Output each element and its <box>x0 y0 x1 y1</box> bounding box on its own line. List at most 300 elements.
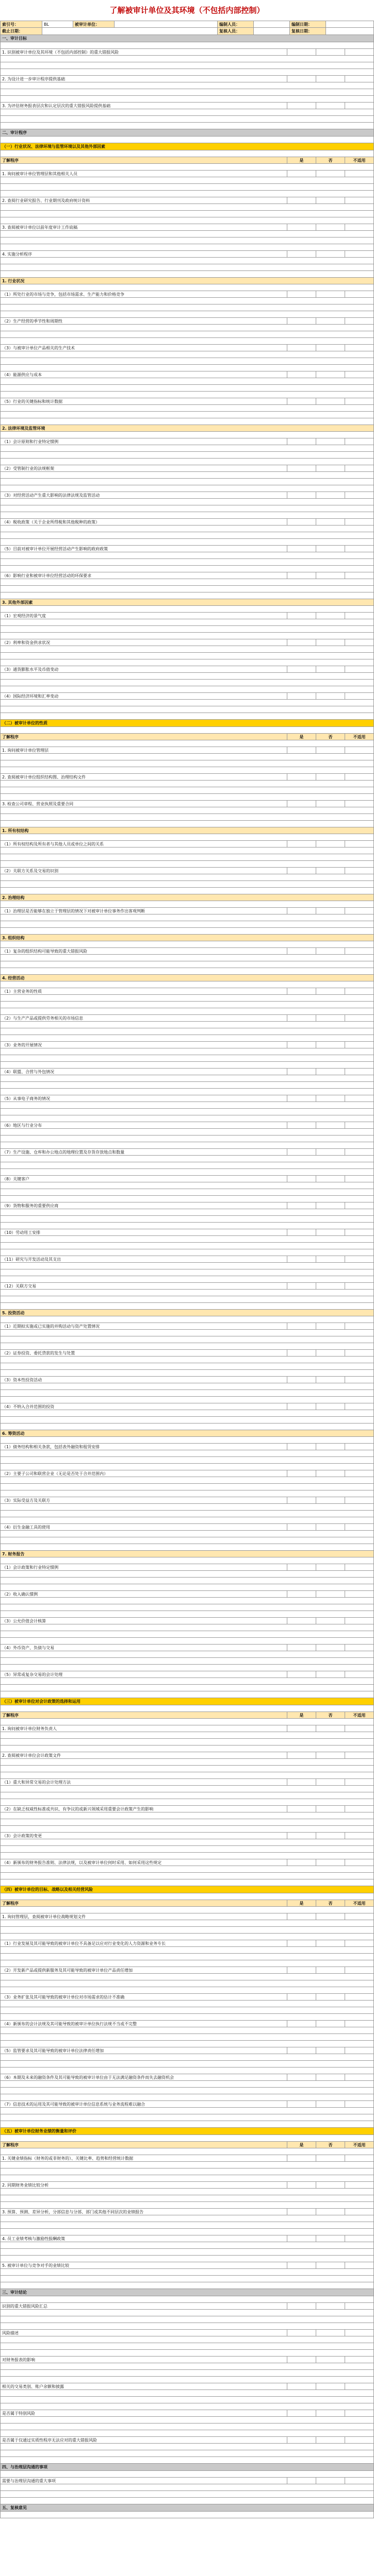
blank-row[interactable] <box>0 2390 374 2397</box>
blank-row[interactable] <box>0 298 374 304</box>
blank-row[interactable] <box>0 606 374 613</box>
blank-row[interactable] <box>0 1511 374 1517</box>
check-cell[interactable] <box>287 465 316 471</box>
check-cell[interactable] <box>316 398 345 404</box>
check-cell[interactable] <box>316 2021 345 2027</box>
blank-row[interactable] <box>0 814 374 821</box>
blank-row[interactable] <box>0 2296 374 2303</box>
blank-row[interactable] <box>0 311 374 318</box>
blank-row[interactable] <box>0 1987 374 1994</box>
check-cell[interactable] <box>287 1833 316 1839</box>
blank-row[interactable] <box>0 1544 374 1551</box>
check-cell[interactable] <box>287 398 316 404</box>
blank-row[interactable] <box>0 2027 374 2034</box>
check-cell[interactable] <box>345 1752 373 1758</box>
blank-row[interactable] <box>0 331 374 338</box>
blank-row[interactable] <box>0 1296 374 1303</box>
check-cell[interactable] <box>287 2182 316 2188</box>
blank-row[interactable] <box>0 1792 374 1799</box>
blank-row[interactable] <box>0 62 374 69</box>
blank-row[interactable] <box>0 646 374 653</box>
check-cell[interactable] <box>287 1779 316 1785</box>
check-cell[interactable] <box>316 224 345 230</box>
check-cell[interactable] <box>345 1524 373 1530</box>
blank-row[interactable] <box>0 2041 374 2047</box>
blank-row[interactable] <box>0 1571 374 1578</box>
blank-row[interactable] <box>0 2417 374 2424</box>
check-cell[interactable] <box>345 2021 373 2027</box>
check-cell[interactable] <box>345 1283 373 1289</box>
blank-row[interactable] <box>0 740 374 747</box>
blank-row[interactable] <box>0 1048 374 1055</box>
check-cell[interactable] <box>287 1725 316 1732</box>
blank-row[interactable] <box>0 1980 374 1987</box>
blank-row[interactable] <box>0 1517 374 1524</box>
check-cell[interactable] <box>345 841 373 847</box>
check-cell[interactable] <box>287 666 316 672</box>
blank-row[interactable] <box>0 653 374 659</box>
blank-row[interactable] <box>0 184 374 191</box>
check-cell[interactable] <box>287 2155 316 2161</box>
blank-row[interactable] <box>0 760 374 767</box>
blank-row[interactable] <box>0 1477 374 1484</box>
check-cell[interactable] <box>287 2262 316 2268</box>
check-cell[interactable] <box>287 2047 316 2054</box>
blank-row[interactable] <box>0 874 374 881</box>
check-cell[interactable] <box>316 1618 345 1624</box>
check-cell[interactable] <box>287 103 316 109</box>
check-cell[interactable] <box>287 1444 316 1450</box>
check-cell[interactable] <box>287 1497 316 1503</box>
blank-row[interactable] <box>0 1658 374 1665</box>
check-cell[interactable] <box>345 492 373 498</box>
blank-row[interactable] <box>0 961 374 968</box>
check-cell[interactable] <box>316 251 345 257</box>
check-cell[interactable] <box>287 1994 316 2000</box>
blank-row[interactable] <box>0 781 374 787</box>
blank-row[interactable] <box>0 526 374 532</box>
blank-row[interactable] <box>0 921 374 928</box>
check-cell[interactable] <box>316 103 345 109</box>
check-cell[interactable] <box>287 1069 316 1075</box>
blank-row[interactable] <box>0 1846 374 1853</box>
check-cell[interactable] <box>345 868 373 874</box>
check-cell[interactable] <box>287 1752 316 1758</box>
blank-row[interactable] <box>0 1082 374 1089</box>
blank-row[interactable] <box>0 2189 374 2195</box>
blank-row[interactable] <box>0 1162 374 1169</box>
blank-row[interactable] <box>0 787 374 794</box>
blank-row[interactable] <box>0 2249 374 2256</box>
blank-row[interactable] <box>0 686 374 693</box>
check-cell[interactable] <box>287 2437 316 2443</box>
blank-row[interactable] <box>0 1243 374 1249</box>
check-cell[interactable] <box>316 1967 345 1973</box>
check-cell[interactable] <box>316 774 345 780</box>
check-cell[interactable] <box>345 2209 373 2215</box>
blank-row[interactable] <box>0 1316 374 1323</box>
blank-row[interactable] <box>0 2081 374 2088</box>
blank-row[interactable] <box>0 532 374 539</box>
blank-row[interactable] <box>0 586 374 592</box>
check-cell[interactable] <box>287 1323 316 1329</box>
check-cell[interactable] <box>345 1377 373 1383</box>
blank-row[interactable] <box>0 1450 374 1457</box>
check-cell[interactable] <box>287 1283 316 1289</box>
blank-row[interactable] <box>0 1732 374 1739</box>
blank-row[interactable] <box>0 626 374 633</box>
blank-row[interactable] <box>0 1651 374 1658</box>
blank-row[interactable] <box>0 706 374 713</box>
blank-row[interactable] <box>0 1893 374 1900</box>
blank-row[interactable] <box>0 2061 374 2067</box>
check-cell[interactable] <box>287 908 316 914</box>
check-cell[interactable] <box>345 1913 373 1920</box>
blank-row[interactable] <box>0 619 374 626</box>
blank-row[interactable] <box>0 1343 374 1350</box>
blank-row[interactable] <box>0 1598 374 1604</box>
blank-row[interactable] <box>0 1196 374 1202</box>
check-cell[interactable] <box>287 345 316 351</box>
check-cell[interactable] <box>316 291 345 297</box>
check-cell[interactable] <box>345 1229 373 1235</box>
check-cell[interactable] <box>287 747 316 753</box>
blank-row[interactable] <box>0 1578 374 1584</box>
check-cell[interactable] <box>345 639 373 646</box>
check-cell[interactable] <box>345 371 373 378</box>
check-cell[interactable] <box>316 1470 345 1477</box>
blank-row[interactable] <box>0 1464 374 1470</box>
blank-row[interactable] <box>0 1879 374 1886</box>
blank-row[interactable] <box>0 164 374 171</box>
check-cell[interactable] <box>345 1042 373 1048</box>
check-cell[interactable] <box>316 1202 345 1209</box>
check-cell[interactable] <box>287 1859 316 1866</box>
check-cell[interactable] <box>287 572 316 579</box>
blank-row[interactable] <box>0 1156 374 1162</box>
blank-row[interactable] <box>0 2256 374 2262</box>
blank-row[interactable] <box>0 231 374 238</box>
blank-row[interactable] <box>0 1537 374 1544</box>
check-cell[interactable] <box>316 1913 345 1920</box>
check-cell[interactable] <box>287 291 316 297</box>
blank-row[interactable] <box>0 2007 374 2014</box>
check-cell[interactable] <box>316 492 345 498</box>
blank-row[interactable] <box>0 1947 374 1954</box>
blank-row[interactable] <box>0 1115 374 1122</box>
check-cell[interactable] <box>287 774 316 780</box>
check-cell[interactable] <box>345 801 373 807</box>
check-cell[interactable] <box>316 197 345 204</box>
check-cell[interactable] <box>345 1444 373 1450</box>
blank-row[interactable] <box>0 258 374 264</box>
blank-row[interactable] <box>0 901 374 908</box>
blank-row[interactable] <box>0 1812 374 1819</box>
check-cell[interactable] <box>287 841 316 847</box>
blank-row[interactable] <box>0 1102 374 1109</box>
blank-row[interactable] <box>0 1169 374 1176</box>
check-cell[interactable] <box>316 465 345 471</box>
blank-row[interactable] <box>0 2175 374 2182</box>
check-cell[interactable] <box>316 1859 345 1866</box>
check-cell[interactable] <box>287 988 316 994</box>
check-cell[interactable] <box>287 49 316 55</box>
blank-row[interactable] <box>0 1330 374 1336</box>
check-cell[interactable] <box>345 465 373 471</box>
blank-row[interactable] <box>0 2450 374 2457</box>
check-cell[interactable] <box>345 1671 373 1677</box>
blank-row[interactable] <box>0 1490 374 1497</box>
check-cell[interactable] <box>287 1176 316 1182</box>
blank-row[interactable] <box>0 1691 374 1698</box>
blank-row[interactable] <box>0 955 374 961</box>
blank-row[interactable] <box>0 2512 374 2518</box>
check-cell[interactable] <box>287 1256 316 1262</box>
check-cell[interactable] <box>287 251 316 257</box>
check-cell[interactable] <box>287 1202 316 1209</box>
blank-row[interactable] <box>0 82 374 89</box>
blank-row[interactable] <box>0 1216 374 1223</box>
check-cell[interactable] <box>316 371 345 378</box>
blank-row[interactable] <box>0 754 374 760</box>
check-cell[interactable] <box>345 2478 373 2484</box>
blank-row[interactable] <box>0 995 374 1002</box>
blank-row[interactable] <box>0 2135 374 2142</box>
check-cell[interactable] <box>316 1042 345 1048</box>
check-cell[interactable] <box>287 2209 316 2215</box>
blank-row[interactable] <box>0 633 374 639</box>
blank-row[interactable] <box>0 848 374 854</box>
blank-row[interactable] <box>0 1631 374 1638</box>
blank-row[interactable] <box>0 1826 374 1833</box>
check-cell[interactable] <box>345 988 373 994</box>
check-cell[interactable] <box>345 1323 373 1329</box>
check-cell[interactable] <box>316 2330 345 2336</box>
blank-row[interactable] <box>0 1719 374 1725</box>
blank-row[interactable] <box>0 1209 374 1216</box>
blank-row[interactable] <box>0 325 374 331</box>
blank-row[interactable] <box>0 432 374 438</box>
check-cell[interactable] <box>345 1122 373 1128</box>
check-cell[interactable] <box>345 49 373 55</box>
check-cell[interactable] <box>345 2262 373 2268</box>
check-cell[interactable] <box>345 2101 373 2107</box>
blank-row[interactable] <box>0 412 374 418</box>
blank-row[interactable] <box>0 1920 374 1927</box>
check-cell[interactable] <box>316 841 345 847</box>
blank-row[interactable] <box>0 2276 374 2282</box>
check-cell[interactable] <box>316 2383 345 2389</box>
check-cell[interactable] <box>345 2235 373 2242</box>
blank-row[interactable] <box>0 1934 374 1940</box>
blank-row[interactable] <box>0 351 374 358</box>
blank-row[interactable] <box>0 1075 374 1082</box>
blank-row[interactable] <box>0 854 374 861</box>
blank-row[interactable] <box>0 116 374 123</box>
blank-row[interactable] <box>0 304 374 311</box>
check-cell[interactable] <box>287 1913 316 1920</box>
check-cell[interactable] <box>316 546 345 552</box>
blank-row[interactable] <box>0 1263 374 1269</box>
blank-row[interactable] <box>0 1705 374 1712</box>
check-cell[interactable] <box>316 2074 345 2080</box>
check-cell[interactable] <box>287 1940 316 1946</box>
blank-row[interactable] <box>0 1370 374 1377</box>
blank-row[interactable] <box>0 385 374 392</box>
blank-row[interactable] <box>0 928 374 935</box>
blank-row[interactable] <box>0 1678 374 1685</box>
check-cell[interactable] <box>345 2330 373 2336</box>
check-cell[interactable] <box>345 1967 373 1973</box>
check-cell[interactable] <box>345 1940 373 1946</box>
blank-row[interactable] <box>0 1484 374 1490</box>
check-cell[interactable] <box>316 1377 345 1383</box>
check-cell[interactable] <box>345 2410 373 2416</box>
blank-row[interactable] <box>0 392 374 398</box>
check-cell[interactable] <box>316 2357 345 2363</box>
check-cell[interactable] <box>287 318 316 324</box>
blank-row[interactable] <box>0 1766 374 1772</box>
blank-row[interactable] <box>0 2370 374 2377</box>
check-cell[interactable] <box>316 1833 345 1839</box>
check-cell[interactable] <box>287 197 316 204</box>
blank-row[interactable] <box>0 1604 374 1611</box>
check-cell[interactable] <box>316 1725 345 1732</box>
blank-row[interactable] <box>0 1008 374 1015</box>
check-cell[interactable] <box>345 1069 373 1075</box>
blank-row[interactable] <box>0 1907 374 1913</box>
blank-row[interactable] <box>0 1142 374 1149</box>
check-cell[interactable] <box>345 1645 373 1651</box>
blank-row[interactable] <box>0 177 374 184</box>
blank-row[interactable] <box>0 1109 374 1115</box>
check-cell[interactable] <box>316 49 345 55</box>
check-cell[interactable] <box>345 546 373 552</box>
blank-row[interactable] <box>0 191 374 197</box>
blank-row[interactable] <box>0 1035 374 1042</box>
check-cell[interactable] <box>345 171 373 177</box>
check-cell[interactable] <box>316 2155 345 2161</box>
check-cell[interactable] <box>316 908 345 914</box>
blank-row[interactable] <box>0 1290 374 1296</box>
blank-row[interactable] <box>0 1390 374 1397</box>
blank-row[interactable] <box>0 794 374 801</box>
blank-row[interactable] <box>0 2094 374 2101</box>
check-cell[interactable] <box>287 2478 316 2484</box>
blank-row[interactable] <box>0 150 374 157</box>
check-cell[interactable] <box>316 747 345 753</box>
check-cell[interactable] <box>316 948 345 954</box>
blank-row[interactable] <box>0 271 374 278</box>
check-cell[interactable] <box>287 371 316 378</box>
check-cell[interactable] <box>316 171 345 177</box>
check-cell[interactable] <box>316 1940 345 1946</box>
blank-row[interactable] <box>0 378 374 385</box>
check-cell[interactable] <box>345 1833 373 1839</box>
check-cell[interactable] <box>287 171 316 177</box>
check-cell[interactable] <box>316 1229 345 1235</box>
check-cell[interactable] <box>287 2357 316 2363</box>
check-cell[interactable] <box>345 2074 373 2080</box>
blank-row[interactable] <box>0 1410 374 1417</box>
check-cell[interactable] <box>287 2021 316 2027</box>
blank-row[interactable] <box>0 1437 374 1444</box>
blank-row[interactable] <box>0 1397 374 1403</box>
blank-row[interactable] <box>0 284 374 291</box>
blank-row[interactable] <box>0 1363 374 1370</box>
check-cell[interactable] <box>316 1323 345 1329</box>
check-cell[interactable] <box>316 1069 345 1075</box>
check-cell[interactable] <box>345 1618 373 1624</box>
blank-row[interactable] <box>0 1960 374 1967</box>
blank-row[interactable] <box>0 2114 374 2121</box>
check-cell[interactable] <box>287 1564 316 1570</box>
check-cell[interactable] <box>345 1806 373 1812</box>
blank-row[interactable] <box>0 217 374 224</box>
check-cell[interactable] <box>345 572 373 579</box>
blank-row[interactable] <box>0 1249 374 1256</box>
blank-row[interactable] <box>0 109 374 116</box>
blank-row[interactable] <box>0 2014 374 2021</box>
check-cell[interactable] <box>287 1149 316 1155</box>
check-cell[interactable] <box>316 76 345 82</box>
blank-row[interactable] <box>0 365 374 371</box>
check-cell[interactable] <box>316 1994 345 2000</box>
check-cell[interactable] <box>345 1350 373 1356</box>
check-cell[interactable] <box>287 1470 316 1477</box>
check-cell[interactable] <box>287 2410 316 2416</box>
blank-row[interactable] <box>0 592 374 599</box>
check-cell[interactable] <box>316 1403 345 1410</box>
check-cell[interactable] <box>287 2235 316 2242</box>
blank-row[interactable] <box>0 445 374 452</box>
check-cell[interactable] <box>345 666 373 672</box>
blank-row[interactable] <box>0 123 374 129</box>
check-cell[interactable] <box>316 801 345 807</box>
blank-row[interactable] <box>0 2491 374 2498</box>
blank-row[interactable] <box>0 807 374 814</box>
check-cell[interactable] <box>316 613 345 619</box>
blank-row[interactable] <box>0 1786 374 1792</box>
check-cell[interactable] <box>287 801 316 807</box>
check-cell[interactable] <box>287 1671 316 1677</box>
blank-row[interactable] <box>0 1303 374 1310</box>
check-cell[interactable] <box>345 1015 373 1021</box>
blank-row[interactable] <box>0 96 374 103</box>
check-cell[interactable] <box>287 76 316 82</box>
blank-row[interactable] <box>0 2054 374 2061</box>
blank-row[interactable] <box>0 2363 374 2370</box>
blank-row[interactable] <box>0 1974 374 1980</box>
check-cell[interactable] <box>316 639 345 646</box>
check-cell[interactable] <box>287 948 316 954</box>
check-cell[interactable] <box>316 2262 345 2268</box>
check-cell[interactable] <box>316 2303 345 2309</box>
check-cell[interactable] <box>287 868 316 874</box>
blank-row[interactable] <box>0 2222 374 2229</box>
blank-row[interactable] <box>0 680 374 686</box>
check-cell[interactable] <box>287 693 316 699</box>
check-cell[interactable] <box>287 224 316 230</box>
blank-row[interactable] <box>0 89 374 96</box>
blank-row[interactable] <box>0 1927 374 1934</box>
check-cell[interactable] <box>316 572 345 579</box>
blank-row[interactable] <box>0 2195 374 2202</box>
check-cell[interactable] <box>287 1015 316 1021</box>
check-cell[interactable] <box>316 1444 345 1450</box>
blank-row[interactable] <box>0 2108 374 2114</box>
check-cell[interactable] <box>316 2478 345 2484</box>
